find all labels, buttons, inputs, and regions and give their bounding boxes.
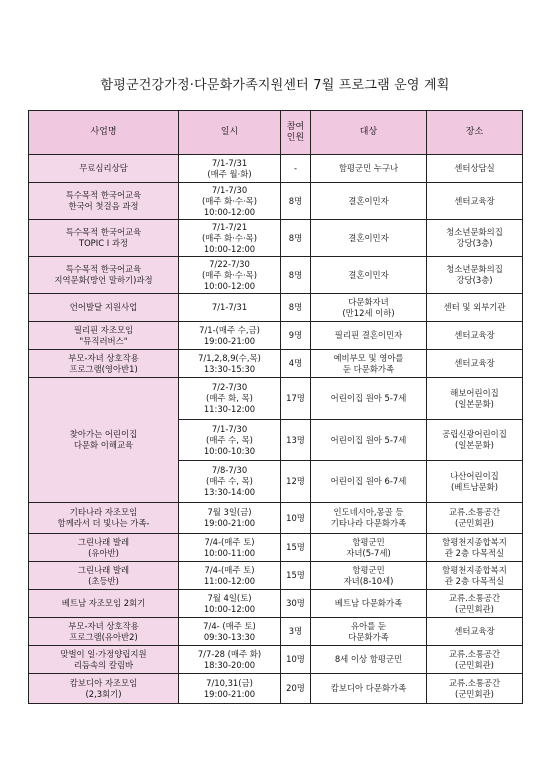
participant-count: 8명 xyxy=(281,183,311,220)
schedule xyxy=(179,322,281,350)
schedule-line: 7/4-(매주 토) xyxy=(204,564,255,575)
schedule-line: 7/8-7/30 xyxy=(211,465,248,475)
participant-count: 10명 xyxy=(281,646,311,674)
program-name xyxy=(29,183,179,220)
venue-line: 해보어린이집 xyxy=(450,387,499,398)
schedule-line: 7/22-7/30 xyxy=(209,258,250,269)
schedule-line: 7/1-7/21 xyxy=(211,221,248,232)
target-group xyxy=(311,646,427,674)
program-name xyxy=(29,378,179,503)
schedule-line: 7/1-7/31 xyxy=(211,302,248,312)
venue-line: (일본문화) xyxy=(455,398,494,409)
program-name xyxy=(29,534,179,562)
venue xyxy=(427,183,523,220)
schedule-line: 7/1-7/31 xyxy=(211,157,248,168)
venue xyxy=(427,322,523,350)
target-group-line: 베트남 다문화가족 xyxy=(334,598,403,608)
program-name xyxy=(29,155,179,183)
participant-count: 3명 xyxy=(281,618,311,646)
program-name-line: 특수목적 한국어교육 xyxy=(65,264,142,274)
schedule xyxy=(179,378,281,420)
venue xyxy=(427,461,523,503)
target-group-line: 인도네시아,몽골 등 xyxy=(333,507,404,517)
schedule xyxy=(179,618,281,646)
venue-line: 청소년문화의집 xyxy=(446,227,503,237)
participant-count: 10명 xyxy=(281,503,311,534)
participant-count: 15명 xyxy=(281,562,311,590)
schedule-line: 7월 3일(금) xyxy=(207,507,252,517)
header-row xyxy=(29,111,523,155)
table-row xyxy=(29,155,523,183)
schedule-line: 7/10,31(금) xyxy=(206,677,253,688)
program-name xyxy=(29,562,179,590)
target-group xyxy=(311,534,427,562)
venue xyxy=(427,590,523,618)
venue xyxy=(427,220,523,257)
target-group-line: 결혼이민자 xyxy=(348,232,389,243)
schedule-line: 13:30-14:00 xyxy=(203,487,256,497)
participant-count: 8명 xyxy=(281,257,311,294)
schedule-line: 7/4-(매주 토) xyxy=(204,536,255,547)
program-name-line: 맞벌이 일·가정양립지원 xyxy=(60,648,147,659)
target-group-line: 함평군민 xyxy=(352,536,385,547)
venue-line: (군민회관) xyxy=(455,603,494,614)
target-group-line: 함평군민 누구나 xyxy=(338,163,399,173)
target-group-line: 어린이집 원아 5-7세 xyxy=(330,434,407,445)
venue xyxy=(427,674,523,704)
program-name-line: 지역문화(방언 말하기)과정 xyxy=(54,275,153,285)
venue-line: 교류.소통공간 xyxy=(448,592,501,603)
venue-line: 공립신광어린이집 xyxy=(442,429,507,439)
target-group-line: 자녀(8-10세) xyxy=(343,575,394,586)
target-group-line: 결혼이민자 xyxy=(348,269,389,280)
table-row xyxy=(29,350,523,378)
program-name xyxy=(29,674,179,704)
venue-line: 센터 및 외부기관 xyxy=(443,302,506,312)
schedule-line: 19:00-21:00 xyxy=(203,518,256,528)
schedule-line: (매주 화·수·목) xyxy=(202,195,257,206)
target-group xyxy=(311,378,427,420)
table-row xyxy=(29,590,523,618)
program-name-line: 한국어 첫걸음 과정 xyxy=(68,201,139,211)
schedule-line: 7/7-28 (매주 화) xyxy=(197,648,262,659)
participant-count: 13명 xyxy=(281,420,311,461)
target-group xyxy=(311,461,427,503)
target-group xyxy=(311,618,427,646)
table-row xyxy=(29,294,523,322)
schedule xyxy=(179,646,281,674)
venue-line: (일본문화) xyxy=(455,440,494,450)
program-name-line: "뮤직러버스" xyxy=(79,335,128,346)
program-name-line: 찾아가는 어린이집 xyxy=(69,429,138,439)
program-name xyxy=(29,503,179,534)
target-group xyxy=(311,294,427,322)
program-name xyxy=(29,646,179,674)
schedule-line: 11:00-12:00 xyxy=(203,575,256,586)
header-count-line2: 인원 xyxy=(286,132,305,143)
program-name-line: 언어발달 지원사업 xyxy=(69,302,138,312)
header-place: 장소 xyxy=(427,111,523,155)
program-name-line: 특수목적 한국어교육 xyxy=(65,190,142,200)
target-group xyxy=(311,257,427,294)
table-row xyxy=(29,646,523,674)
program-name-line: 프로그램(유아반2) xyxy=(69,631,138,642)
venue xyxy=(427,618,523,646)
target-group-line: 캄보디아 다문화가족 xyxy=(330,683,407,693)
venue-line: 센터교육장 xyxy=(454,195,495,206)
schedule xyxy=(179,590,281,618)
schedule xyxy=(179,350,281,378)
venue xyxy=(427,646,523,674)
program-name-line: (2,3회기) xyxy=(85,688,122,699)
schedule xyxy=(179,534,281,562)
venue xyxy=(427,350,523,378)
program-name-line: 그린나래 발레 xyxy=(77,536,130,547)
program-name-line: TOPIC Ⅰ 과정 xyxy=(78,238,129,248)
target-group-line: 함평군민 xyxy=(352,564,385,575)
target-group xyxy=(311,674,427,704)
schedule-line: (매주 화·수·목) xyxy=(202,269,257,280)
program-name-line: 베트남 자조모임 2회기 xyxy=(61,598,146,608)
target-group-line: 결혼이민자 xyxy=(348,195,389,206)
venue xyxy=(427,378,523,420)
program-name-line: (초등반) xyxy=(88,575,119,586)
participant-count: 15명 xyxy=(281,534,311,562)
venue-line: 함평천지종합복지 xyxy=(442,564,507,575)
schedule-line: 7/1-7/30 xyxy=(211,423,248,434)
venue-line: 교류.소통공간 xyxy=(448,648,501,659)
venue xyxy=(427,294,523,322)
program-name-line: 특수목적 한국어교육 xyxy=(65,227,142,237)
header-count-line1: 참여 xyxy=(286,121,305,132)
program-name xyxy=(29,220,179,257)
target-group xyxy=(311,420,427,461)
target-group-line: 자녀(5-7세) xyxy=(346,547,391,558)
program-name-line: 함께라서 더 빛나는 가족- xyxy=(57,518,150,528)
venue xyxy=(427,155,523,183)
program-name-line: 캄보디아 자조모임 xyxy=(69,677,138,688)
schedule-line: 10:00-12:00 xyxy=(203,603,256,614)
venue-line: 센터상담실 xyxy=(454,163,495,173)
schedule-line: (매주 화, 목) xyxy=(206,393,253,403)
schedule-line: 10:00-11:00 xyxy=(203,547,256,558)
venue-line: 청소년문화의집 xyxy=(446,264,503,274)
table-row xyxy=(29,674,523,704)
program-name-line: 부모-자녀 상호작용 xyxy=(68,352,139,363)
venue-line: 교류.소통공간 xyxy=(448,507,501,517)
header-target: 대상 xyxy=(311,111,427,155)
venue-line: (군민회관) xyxy=(455,659,494,670)
target-group-line: 예비부모 및 영아를 xyxy=(333,352,404,363)
table-row xyxy=(29,562,523,590)
participant-count: 20명 xyxy=(281,674,311,704)
header-date: 일시 xyxy=(179,111,281,155)
target-group xyxy=(311,220,427,257)
target-group xyxy=(311,350,427,378)
participant-count: 30명 xyxy=(281,590,311,618)
program-name xyxy=(29,294,179,322)
program-name-line: 그린나래 발레 xyxy=(77,564,130,575)
schedule-line: 19:00-21:00 xyxy=(203,335,256,346)
target-group xyxy=(311,562,427,590)
schedule-line: (매주 월·화) xyxy=(207,168,252,179)
target-group xyxy=(311,503,427,534)
program-name xyxy=(29,322,179,350)
venue-line: (군민회관) xyxy=(455,688,494,699)
page-title: 함평군건강가정·다문화가족지원센터 7월 프로그램 운영 계획 xyxy=(100,78,450,93)
schedule-line: 7/1-(매주 수,금) xyxy=(199,324,260,335)
target-group-line: 기타나라 다문화가족 xyxy=(330,518,407,528)
schedule xyxy=(179,155,281,183)
program-name xyxy=(29,618,179,646)
venue-line: 나산어린이집 xyxy=(450,470,499,481)
schedule-line: 7/1-7/30 xyxy=(211,184,248,195)
target-group-line: 유아를 둔 xyxy=(350,620,387,631)
table-row xyxy=(29,618,523,646)
venue-line: 센터교육장 xyxy=(454,358,495,368)
program-table xyxy=(28,110,523,704)
target-group xyxy=(311,590,427,618)
header-name: 사업명 xyxy=(29,111,179,155)
target-group-line: 어린이집 원아 6-7세 xyxy=(330,476,407,486)
participant-count: 8명 xyxy=(281,220,311,257)
schedule-line: 13:30-15:30 xyxy=(203,363,256,374)
venue-line: 교류.소통공간 xyxy=(448,677,501,688)
venue xyxy=(427,503,523,534)
schedule-line: 19:00-21:00 xyxy=(203,688,256,699)
venue xyxy=(427,420,523,461)
program-name-line: 리듬속의 칼림바 xyxy=(73,659,134,670)
program-name-line: 무료심리상담 xyxy=(79,163,128,173)
schedule xyxy=(179,183,281,220)
schedule-line: 7/4- (매주 토) xyxy=(203,620,256,631)
target-group xyxy=(311,183,427,220)
target-group xyxy=(311,155,427,183)
table-row xyxy=(29,503,523,534)
schedule xyxy=(179,257,281,294)
table-row xyxy=(29,220,523,257)
target-group-line: 다문화가족 xyxy=(348,631,389,642)
schedule-line: 10:00-12:00 xyxy=(203,243,256,254)
venue-line: 강당(3층) xyxy=(456,238,493,248)
schedule-line: (매주 수, 목) xyxy=(206,476,253,486)
schedule xyxy=(179,461,281,503)
program-name-line: 부모-자녀 상호작용 xyxy=(68,620,139,631)
target-group-line: (만12세 이하) xyxy=(342,307,395,318)
schedule xyxy=(179,420,281,461)
schedule-line: (매주 수, 목) xyxy=(206,434,253,445)
header-count xyxy=(281,111,311,155)
schedule-line: 10:00-10:30 xyxy=(203,445,256,456)
table-row xyxy=(29,534,523,562)
venue xyxy=(427,257,523,294)
schedule-line: 11:30-12:00 xyxy=(203,404,256,414)
schedule-line: 10:00-12:00 xyxy=(203,280,256,291)
schedule-line: (매주 화·수·목) xyxy=(202,232,257,243)
program-name-line: 다문화 이해교육 xyxy=(73,440,134,450)
schedule-line: 09:30-13:30 xyxy=(203,631,256,642)
schedule-line: 10:00-12:00 xyxy=(203,206,256,217)
schedule xyxy=(179,674,281,704)
venue-line: 관 2층 다목적실 xyxy=(444,575,505,586)
schedule xyxy=(179,220,281,257)
table-row xyxy=(29,322,523,350)
participant-count: 12명 xyxy=(281,461,311,503)
schedule xyxy=(179,503,281,534)
target-group-line: 필리핀 결혼이민자 xyxy=(334,330,403,340)
program-name-line: 기타나라 자조모임 xyxy=(69,507,138,517)
program-name-line: 프로그램(영아반1) xyxy=(69,363,138,374)
target-group-line: 어린이집 원아 5-7세 xyxy=(330,393,407,403)
participant-count: 8명 xyxy=(281,294,311,322)
target-group-line: 8세 이상 함평군민 xyxy=(334,654,403,664)
venue-line: 관 2층 다목적실 xyxy=(444,547,505,558)
program-name xyxy=(29,257,179,294)
participant-count: 4명 xyxy=(281,350,311,378)
target-group-line: 다문화자녀 xyxy=(348,296,389,307)
schedule xyxy=(179,562,281,590)
table-row xyxy=(29,257,523,294)
table-row xyxy=(29,378,523,420)
venue xyxy=(427,562,523,590)
venue xyxy=(427,534,523,562)
venue-line: 강당(3층) xyxy=(456,275,493,285)
venue-line: (군민회관) xyxy=(455,518,494,528)
participant-count: 9명 xyxy=(281,322,311,350)
participant-count: - xyxy=(281,155,311,183)
venue-line: 센터교육장 xyxy=(454,626,495,636)
target-group xyxy=(311,322,427,350)
venue-line: (베트남문화) xyxy=(451,481,498,492)
table-row xyxy=(29,183,523,220)
venue-line: 센터교육장 xyxy=(454,330,495,340)
schedule-line: 7월 4일(토) xyxy=(207,592,252,603)
program-name xyxy=(29,350,179,378)
program-name-line: 필리핀 자조모임 xyxy=(73,324,134,335)
program-name xyxy=(29,590,179,618)
schedule-line: 7/2-7/30 xyxy=(211,382,248,392)
schedule-line: 18:30-20:00 xyxy=(203,659,256,670)
target-group-line: 둔 다문화가족 xyxy=(342,363,395,374)
venue-line: 함평천지종합복지 xyxy=(442,536,507,547)
schedule-line: 7/1,2,8,9(수,목) xyxy=(198,352,261,363)
program-name-line: (유아반) xyxy=(88,547,119,558)
participant-count: 17명 xyxy=(281,378,311,420)
schedule xyxy=(179,294,281,322)
